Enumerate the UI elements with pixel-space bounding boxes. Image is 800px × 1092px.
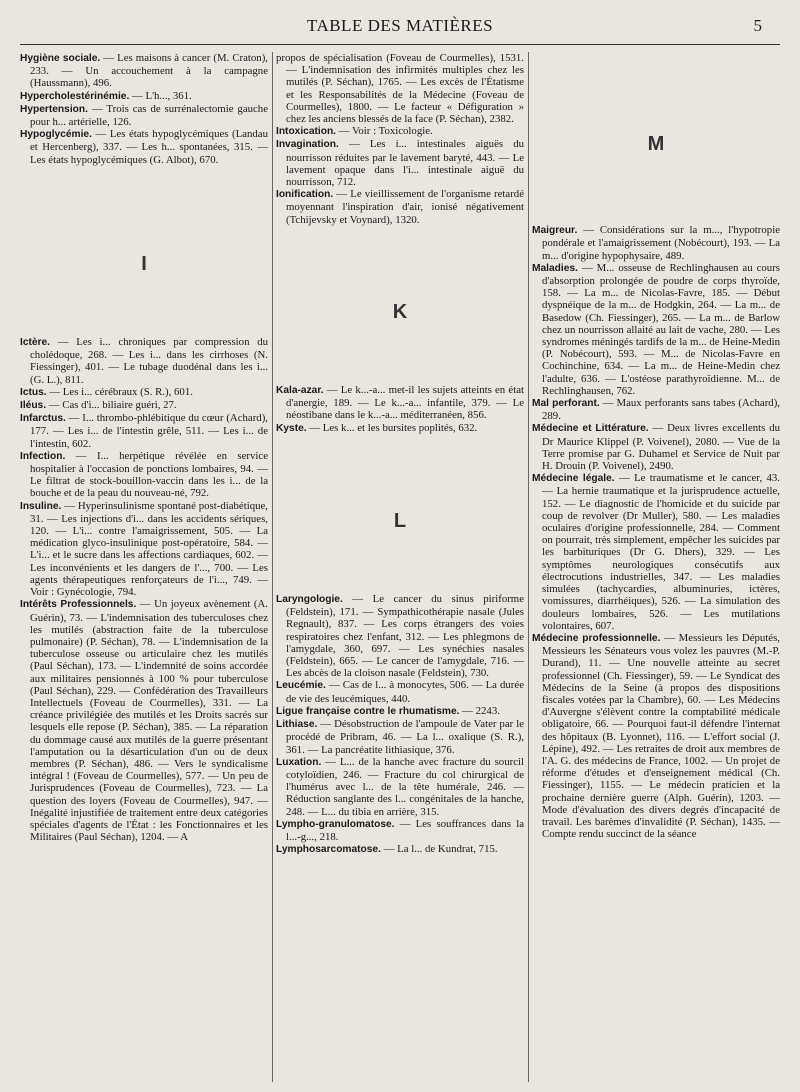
- entry-text: — Les états hypoglycémiques (Landau et Hercenberg), 337. — Les h... spontanées, 315. — Les états hypoglycémiques (G. Albot), 670.: [30, 128, 268, 166]
- entry-text: — Les i... intestinales aiguës du nourrisson réduites par le lavement baryté, 443. — Le lavement opaque dans l'i... intestinale aiguë du nourrisson, 712.: [286, 138, 524, 189]
- entry-headword: Kyste.: [276, 422, 307, 434]
- index-column-1: [20, 52, 268, 1082]
- entry-text: — Deux livres excellents du Dr Maurice Klippel (P. Voivenel), 2080. — Vue de la Terre promise par G. Duhamel et Service de Nuit par H. Drouin (P. Voivenel), 2490.: [542, 422, 780, 473]
- entry-text: — L'h..., 361.: [129, 89, 192, 102]
- index-entry: [276, 818, 524, 843]
- entry-headword: Ictus.: [20, 386, 47, 398]
- index-entry: [276, 843, 524, 856]
- entry-text: — Désobstruction de l'ampoule de Vater par le procédé de Pribram, 46. — La l... oxalique (S. R.), 361. — La pancréatite lithiasique, 376.: [286, 718, 524, 756]
- entry-headword: Médecine professionnelle.: [532, 632, 661, 644]
- entry-headword: Laryngologie.: [276, 594, 343, 606]
- index-entry: [20, 103, 268, 128]
- entry-headword: Ictère.: [20, 337, 51, 349]
- entry-headword: Lymphosarcomatose.: [276, 844, 381, 856]
- index-entry: [276, 718, 524, 756]
- entry-headword: Invagination.: [276, 139, 339, 151]
- entry-text: — I... herpétique révélée en service hospitalier à l'occasion de ponctions lombaires, 94. — Le filtrat de stock-bouillon-vaccin dans les i... de la bouche et de la peau du nouveau-né, 792.: [30, 449, 268, 500]
- index-entry: [532, 632, 780, 840]
- index-entry: [276, 756, 524, 818]
- entry-text: — Cas de l... à monocytes, 506. — La durée de vie des leucémiques, 440.: [286, 679, 524, 705]
- entry-headword: Hygiène sociale.: [20, 53, 101, 64]
- column-divider: [528, 52, 529, 1082]
- section-letter: L: [393, 509, 407, 532]
- entry-headword: Lithiase.: [276, 719, 318, 731]
- entry-text: — Le k...-a... met-il les sujets atteints en état d'anergie, 189. — Le k...-a... infantile, 379. — Le néostibane dans le k...-a... méditerranéen, 856.: [286, 384, 524, 422]
- entry-text: — Voir : Toxicologie.: [336, 125, 433, 138]
- index-entry: [276, 188, 524, 226]
- section-letter: K: [392, 300, 408, 323]
- entry-text: — Considérations sur la m..., l'hypotropie pondérale et l'amaigrissement (Nobécourt), 193. — La m... d'origine hypophysaire, 489.: [542, 224, 780, 262]
- index-entry: [532, 422, 780, 472]
- page-header: [20, 14, 780, 44]
- index-entry: [276, 138, 524, 188]
- index-entry: [20, 336, 268, 386]
- entry-text: propos de spécialisation (Foveau de Courmelles), 1531. — L'indemnisation des infirmités multiples chez les mutilés (P. Séchan), 1765. — Les excès de l'Étatisme et les Responsabilités de la Médecine (Foveau de Courmelles), 1800. — Le facteur « Défiguration » chez les anciens blessés de la face (P. Séchan), 2382.: [276, 52, 524, 126]
- index-entry: [20, 598, 268, 843]
- entry-headword: Lympho-granulomatose.: [276, 818, 395, 830]
- entry-text: — Messieurs les Députés, Messieurs les Sénateurs vous volez les pauvres (M.-P. Durand), 11. — Une nouvelle atteinte au secret professionnel (Ch. Fiessinger), 59. — Le Syndicat des Médecins de la Seine (à propos des dispositions fiscales votées par la Chambre), 60. — Les Médecins d'Auvergne s'élèvent contre la comptabilité médicale obligatoire, 66. — Pourquoi faut-il défendre l'internat des hôpitaux (B. Lyonnet), 116. — L'effort social (J. Lépine), 492. — Les retraites de droit aux membres de l'A. G. des médecins de France, 1002. — Un projet de réforme d'études et d'enseignement médical (Ch. Fiessinger), 1155. — Le médecin praticien et la prochaine dernière guerre (Alph. Guérin), 1203. — Mode d'évaluation des divers degrés d'incapacité de travail. Les barèmes d'invalidité (P. Séchan), 1435. — Compte rendu succinct de la séance: [542, 631, 780, 841]
- entry-text: — L... de la hanche avec fracture du sourcil cotyloïdien, 246. — Fracture du col chirurgical de l'humérus avec l... de la tête humérale, 246. — Réduction sanglante des l... congénitales de la hanche, 248. — L... du tibia en arrière, 315.: [286, 755, 524, 818]
- entry-text: — Les i... cérébraux (S. R.), 601.: [46, 385, 193, 398]
- entry-text: — 2243.: [459, 704, 500, 717]
- header-rule: [20, 44, 780, 45]
- index-entry: [276, 593, 524, 679]
- entry-headword: Maladies.: [532, 262, 578, 274]
- index-column-2: [276, 52, 524, 1082]
- section-letter: I: [141, 252, 147, 275]
- entry-headword: Leucémie.: [276, 680, 326, 692]
- entry-headword: Médecine et Littérature.: [532, 423, 649, 435]
- entry-headword: Hypoglycémie.: [20, 129, 92, 141]
- index-entry: [532, 224, 780, 262]
- index-entry: [532, 262, 780, 397]
- entry-text: — M... osseuse de Rechlinghausen au cours d'absorption prolongée de poudre de corps thyroïde, 158. — La m... de Nicolas-Favre, 185. — Début dyspnéique de la m... de Hodgkin, 264. — La m... de Basedow (Ch. Fiessinger), 265. — La m... de Barlow chez un nourrisson allaité au lait de vache, 280. — Les syndromes méningés tardifs de la m... de Heine-Medin (P. Nobécourt), 593. — M... de Nicolas-Favre en Cochinchine, 634. — La m... de Heine-Medin chez l'adulte, 636. — L'ostéose parathyroïdienne. M... de Rechlinghausen, 762.: [542, 261, 780, 397]
- entry-text: — Les maisons à cancer (M. Craton), 233. — Un accouchement à la campagne (Haussmann), 496.: [30, 52, 268, 90]
- entry-text: — Le vieillissement de l'organisme retardé moyennant l'inspiration d'air, ionisé négativement (Tchijevsky et Voynard), 1320.: [286, 188, 524, 226]
- index-entry: [20, 500, 268, 599]
- entry-text: — Le traumatisme et le cancer, 43. — La hernie traumatique et la jurisprudence actuelle, 152. — Le diagnostic de l'homicide et du suicide par coup de revolver (Dr Muller), 580. — Les maladies oculaires d'origine professionnelle, 284. — Comment on pourrait, très simplement, empêcher les suicides par les barbituriques (Dr G. Dhers), 329. — Les symptômes neurologiques consécutifs aux électrocutions industrielles, 347. — Les maladies simulées (tachycardies, albuminuries, ictères, vomissures, diarrhéiques), 526. — La simulation des douleurs lombaires, 526. — Les mutilations volontaires, 607.: [542, 472, 780, 632]
- entry-headword: Ligue française contre le rhumatisme.: [276, 705, 460, 717]
- index-entry: [276, 705, 524, 718]
- index-entry: [276, 384, 524, 422]
- index-entry: [20, 128, 268, 166]
- entry-headword: Intoxication.: [276, 126, 336, 138]
- entry-text: — Un joyeux avènement (A. Guérin), 73. — L'indemnisation des tuberculoses chez les mutilés (abstraction faite de la tuberculose pulmonaire) (P. Séchan), 78. — L'indemnisation de la tuberculose osseuse ou articulaire chez les mutilés (Paul Séchan), 173. — L'indemnité de soins accordée aux militaires pensionnés à 100 % pour tuberculose (Paul Séchan), 229. — Confédération des Travailleurs Intellectuels (Foveau de Courmelles), 331. — La créance privilégiée des mutilés et les Droits sacrés sur lesquels elle repose (P. Séchan), 385. — La réparation du dommage causé aux mutilés de la guerre présentant l'amputation ou la désarticulation d'un ou de deux membres (P. Séchan), 486. — Vers le syndicalisme intégral ! (Foveau de Courmelles), 577. — Un peu de Jurisprudences (Foveau de Courmelles), 723. — La question des loyers (Foveau de Courmelles), 947. — Inégalité injustifiée de traitement entre deux catégories spéciales d'agents de l'État : les Fonctionnaires et les Militaires (Paul Séchan), 1204. — A: [30, 598, 268, 844]
- entry-headword: Maigreur.: [532, 225, 578, 237]
- entry-text: — Les i... chroniques par compression du cholédoque, 268. — Les i... dans les cirrhoses (N. Fiessinger), 401. — Le tubage duodénal dans les i... (G. L.), 811.: [30, 336, 268, 386]
- column-divider: [272, 52, 273, 1082]
- entry-text: — Cas d'i... biliaire guéri, 27.: [46, 399, 177, 412]
- entry-headword: Insuline.: [20, 500, 62, 512]
- entry-headword: Hypertension.: [20, 103, 88, 115]
- entry-headword: Ionification.: [276, 189, 334, 201]
- entry-headword: Médecine légale.: [532, 473, 615, 485]
- index-entry: [532, 472, 780, 632]
- entry-text: — Maux perforants sans tabes (Achard), 289.: [542, 397, 780, 423]
- index-entry: [20, 90, 268, 103]
- index-entry: [20, 386, 268, 399]
- index-entry: [20, 52, 268, 90]
- index-entry: [276, 422, 524, 435]
- index-column-3: [532, 52, 780, 1082]
- entry-headword: Luxation.: [276, 756, 322, 768]
- running-title: TABLE DES MATIÈRES: [306, 16, 494, 35]
- index-entry: [20, 399, 268, 412]
- entry-text: — Les k... et les bursites poplités, 632.: [306, 421, 478, 434]
- entry-text: — I... thrombo-phlébitique du cœur (Achard), 177. — Les i... de l'intestin grêle, 511. — Les i... de l'intestin, 602.: [30, 412, 268, 450]
- section-letter: M: [647, 133, 665, 155]
- page-number: 5: [753, 16, 762, 35]
- index-entry: [276, 125, 524, 138]
- index-entry: [276, 52, 524, 125]
- entry-headword: Intérêts Professionnels.: [20, 599, 137, 611]
- entry-text: — Le cancer du sinus piriforme (Feldstein), 171. — Sympathicothérapie nasale (Jules Regnault), 837. — Les corps étrangers des voies respiratoires chez l'enfant, 312. — Les phlegmons de l'amygdale, 360, 697. — Les synéchies nasales (Feldstein), 665. — Le cancer de l'amygdale, 716. — Les abcès de la cloison nasale (Feldstein), 730.: [286, 593, 524, 680]
- index-entry: [532, 397, 780, 422]
- entry-headword: Iléus.: [20, 400, 47, 412]
- index-entry: [276, 679, 524, 704]
- entry-headword: Mal perforant.: [532, 398, 600, 410]
- entry-text: — Les souffrances dans la l...-g..., 218.: [286, 817, 524, 843]
- index-entry: [20, 412, 268, 450]
- entry-text: — Hyperinsulinisme spontané post-diabétique, 31. — Les injections d'i... dans les accidents sériques, 120. — L'i... contre l'amaigrissement, 505. — La médication glyco-insulinique post-opératoire, 584. — L'i... et le sucre dans les affections cardiaques, 602. — Les inconvénients et les dangers de l'..., 700. — Les agents thérapeutiques renforçateurs de l'i..., 749. — Voir : Gynécologie, 794.: [30, 499, 268, 599]
- entry-headword: Infection.: [20, 450, 66, 462]
- entry-headword: Kala-azar.: [276, 385, 324, 397]
- index-entry: [20, 450, 268, 500]
- entry-text: — La l... de Kundrat, 715.: [380, 843, 498, 856]
- entry-headword: Hypercholestérinémie.: [20, 90, 130, 102]
- entry-text: — Trois cas de surrénalectomie gauche pour h... artérielle, 126.: [30, 102, 268, 129]
- entry-headword: Infarctus.: [20, 413, 66, 425]
